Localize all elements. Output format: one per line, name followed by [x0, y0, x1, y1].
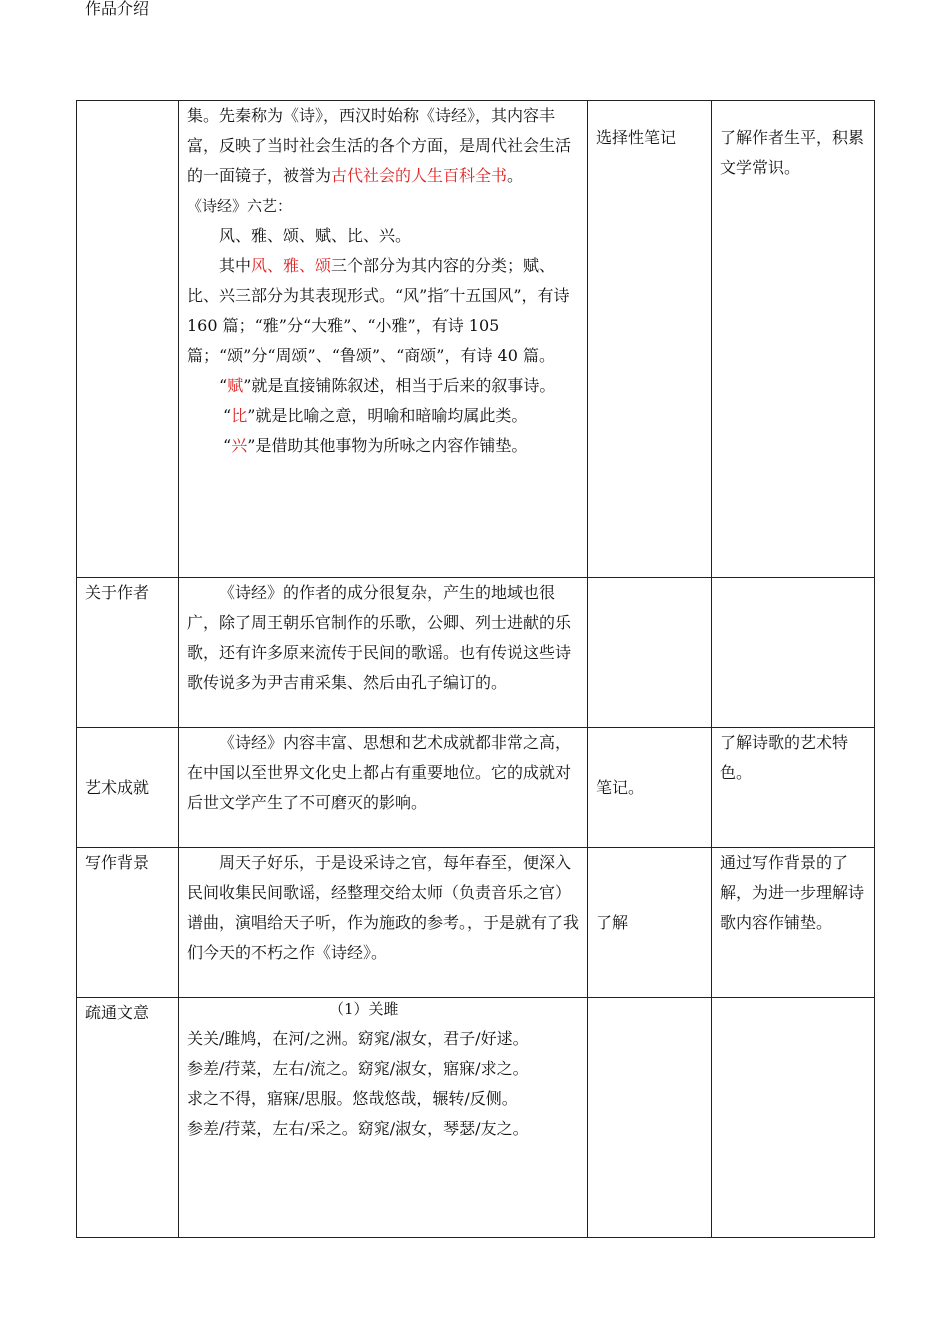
table-row-intro	[77, 101, 875, 578]
table-row-meaning	[77, 998, 875, 1238]
six-arts-list: 风、雅、颂、赋、比、兴。	[219, 226, 412, 245]
intro-content	[179, 101, 588, 578]
six-arts-heading: 《诗经》六艺：	[187, 197, 293, 215]
goal-background: 通过写作背景的了解，为进一步理解诗歌内容作铺垫。	[712, 848, 875, 998]
goal-intro: 了解作者生平，积累文学常识。	[712, 101, 875, 578]
row-label-art: 艺术成就	[77, 728, 179, 848]
goal-author	[712, 578, 875, 728]
table-row-author	[77, 578, 875, 728]
goal-art: 了解诗歌的艺术特色。	[712, 728, 875, 848]
meaning-content	[179, 998, 588, 1238]
background-content: 周天子好乐，于是设采诗之官，每年春至，便深入民间收集民间歌谣，经整理交给太师（负责音乐之官）谱曲，演唱给天子听，作为施政的参考。，于是就有了我们今天的不朽之作《诗经》。	[179, 848, 588, 998]
table-row-background	[77, 848, 875, 998]
goal-meaning	[712, 998, 875, 1238]
poem-line: 参差/荇菜，左右/采之。窈窕/淑女，琴瑟/友之。	[187, 1119, 529, 1138]
bi-xing-definition: “比”就是比喻之意，明喻和暗喻均属此类。 “兴”是借助其他事物为所咏之内容作铺垫。	[223, 406, 528, 455]
method-intro: 选择性笔记	[588, 101, 712, 578]
six-arts-explanation: 其中风、雅、颂三个部分为其内容的分类；赋、比、兴三部分为其表现形式。“风”指″十五国风”，有诗 160 篇；“雅”分“大雅”、“小雅”，有诗 105 篇；“颂”分“周颂”、“鲁颂”、“商颂”，有诗 40 篇。	[187, 256, 570, 365]
row-label-background: 写作背景	[77, 848, 179, 998]
lesson-table	[76, 0, 875, 1238]
art-content: 《诗经》内容丰富、思想和艺术成就都非常之高，在中国以至世界文化史上都占有重要地位。它的成就对后世文学产生了不可磨灭的影响。	[179, 728, 588, 848]
method-art: 笔记。	[588, 728, 712, 848]
method-author	[588, 578, 712, 728]
poem-line: 关关/雎鸠，在河/之洲。窈窕/淑女，君子/好逑。	[187, 1029, 529, 1048]
row-label-author: 关于作者	[77, 578, 179, 728]
method-meaning	[588, 998, 712, 1238]
poem-title: （1）关雎	[329, 1000, 399, 1018]
table-row-art	[77, 728, 875, 848]
method-background: 了解	[588, 848, 712, 998]
row-label-meaning: 疏通文意	[77, 998, 179, 1238]
author-content: 《诗经》的作者的成分很复杂，产生的地域也很广，除了周王朝乐官制作的乐歌，公卿、列士进献的乐歌，还有许多原来流传于民间的歌谣。也有传说这些诗歌传说多为尹吉甫采集、然后由孔子编订的。	[179, 578, 588, 728]
intro-paragraph: 集。先秦称为《诗》，西汉时始称《诗经》，其内容丰富，反映了当时社会生活的各个方面，是周代社会生活的一面镜子，被誉为古代社会的人生百科全书。	[187, 106, 572, 185]
poem-line: 参差/荇菜，左右/流之。窈窕/淑女，寤寐/求之。	[187, 1059, 529, 1078]
fu-definition: “赋”就是直接铺陈叙述，相当于后来的叙事诗。	[219, 376, 556, 395]
row-label-intro: 作品介绍	[77, 101, 179, 578]
poem-line: 求之不得，寤寐/思服。悠哉悠哉，辗转/反侧。	[187, 1089, 518, 1108]
